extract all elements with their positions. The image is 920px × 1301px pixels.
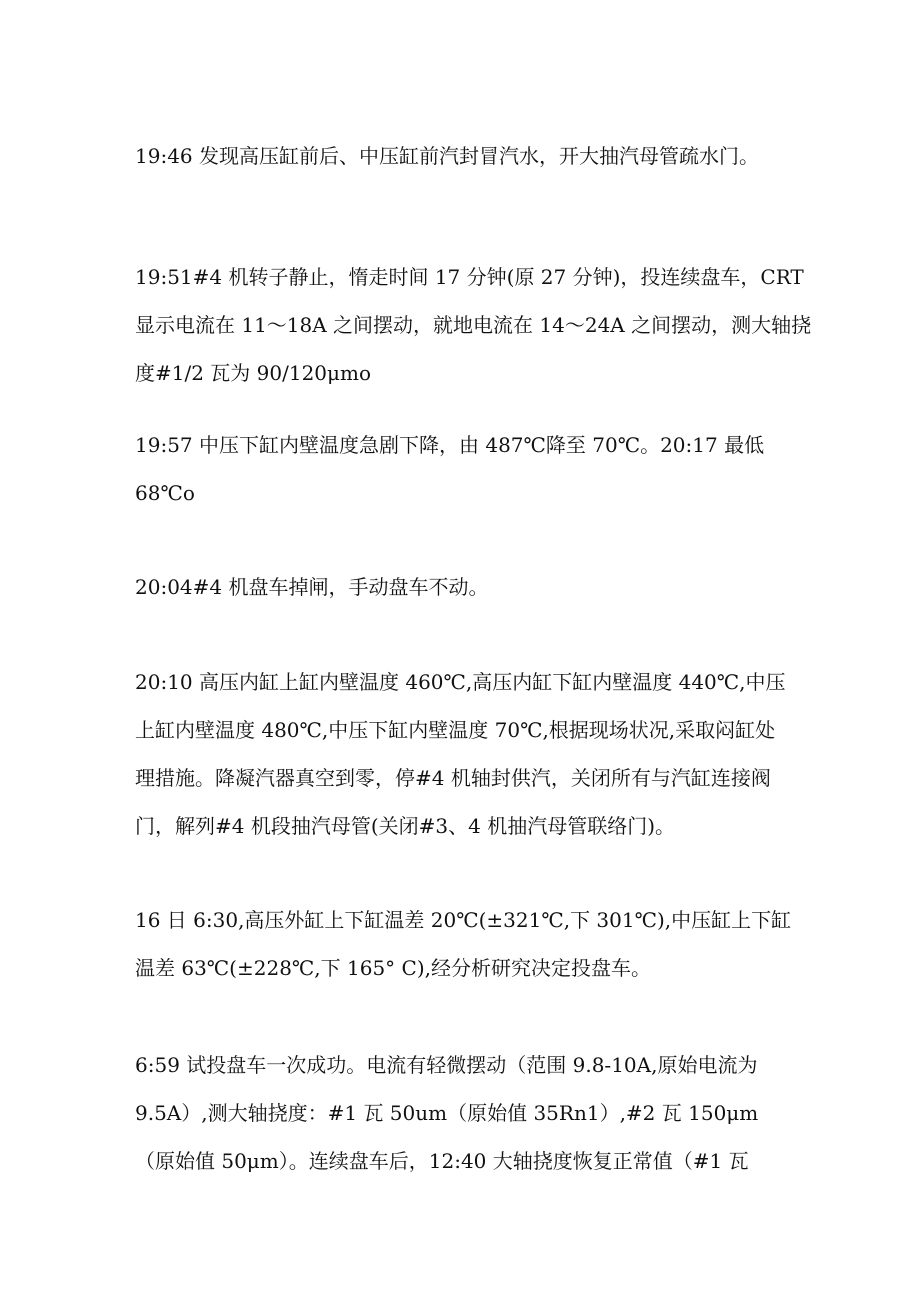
text-line: 19:51#4 机转子静止，惰走时间 17 分钟(原 27 分钟)，投连续盘车，CRT bbox=[135, 265, 804, 289]
text-line: 上缸内壁温度 480℃,中压下缸内壁温度 70℃,根据现场状况,采取闷缸处 bbox=[135, 718, 776, 742]
paragraph-0659 bbox=[135, 1041, 795, 1185]
text-line: 9.5A）,测大轴挠度：#1 瓦 50um（原始值 35Rn1）,#2 瓦 150μm bbox=[135, 1101, 759, 1125]
text-line: 19:57 中压下缸内壁温度急剧下降，由 487℃降至 70℃。20:17 最低 bbox=[135, 433, 765, 457]
text-line: 16 日 6:30,高压外缸上下缸温差 20℃(±321℃,下 301℃),中压缸上下缸 bbox=[135, 908, 792, 932]
paragraph-2004 bbox=[135, 563, 795, 611]
paragraph-1946 bbox=[135, 132, 795, 180]
text-line: 理措施。降凝汽器真空到零，停#4 机轴封供汽，关闭所有与汽缸连接阀 bbox=[135, 766, 771, 790]
paragraph-1951 bbox=[135, 253, 812, 397]
text-line: 20:04#4 机盘车掉闸，手动盘车不动。 bbox=[135, 575, 489, 599]
text-line: （原始值 50μm）。连续盘车后，12:40 大轴挠度恢复正常值（#1 瓦 bbox=[135, 1149, 749, 1173]
text-line: 68℃o bbox=[135, 481, 195, 505]
paragraph-16th-0630 bbox=[135, 896, 795, 992]
text-line: 温差 63℃(±228℃,下 165° C),经分析研究决定投盘车。 bbox=[135, 956, 651, 980]
text-line: 显示电流在 11～18A 之间摆动，就地电流在 14～24A 之间摆动，测大轴挠 bbox=[135, 313, 812, 337]
paragraph-1957 bbox=[135, 421, 795, 517]
text-line: 6:59 试投盘车一次成功。电流有轻微摆动（范围 9.8-10A,原始电流为 bbox=[135, 1053, 758, 1077]
text-line: 度#1/2 瓦为 90/120μmo bbox=[135, 361, 372, 385]
text-line: 20:10 高压内缸上缸内壁温度 460℃,高压内缸下缸内壁温度 440℃,中压 bbox=[135, 670, 786, 694]
text-line: 19:46 发现高压缸前后、中压缸前汽封冒汽水，开大抽汽母管疏水门。 bbox=[135, 144, 759, 168]
paragraph-2010 bbox=[135, 658, 795, 850]
text-line: 门，解列#4 机段抽汽母管(关闭#3、4 机抽汽母管联络门)。 bbox=[135, 814, 676, 838]
